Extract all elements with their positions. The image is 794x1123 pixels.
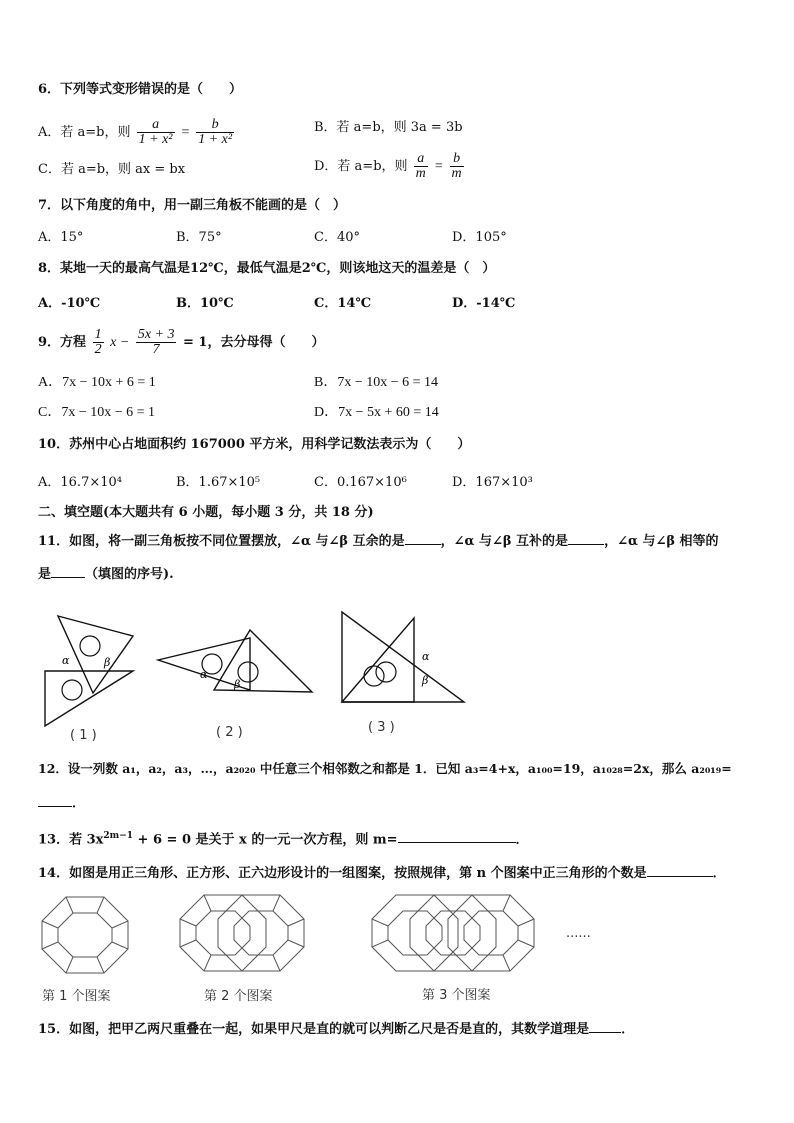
q6-option-c: C．若 a=b，则 ax = bx [38,162,186,177]
q14-pattern-2 [178,893,308,973]
q9-stem: 9．方程 $\frac{1}{2}$ x − $\frac{5x + 3}{7}$ = 1，去分母得（ ） [38,327,325,357]
q9-frac2: $\frac{5x + 3}{7}$ [137,327,175,357]
q9-frac1: $\frac{1}{2}$ [94,327,102,357]
q7-stem: 7．以下角度的角中，用一副三角板不能画的是（ ） [38,198,347,213]
q10-option-c: C．0.167×10⁶ [314,475,407,490]
q6-d-label: D．若 a=b，则 [314,159,408,174]
q14-pattern-3 [370,893,560,973]
q6-option-a: A．若 a=b，则 $\frac{a}{\text{1 + x²}}$ = $\frac{b}{\text{1 + x²}}$ [38,117,233,147]
q8-option-a: A．-10℃ [38,296,101,311]
q6-d-frac1: $\frac{a}{m}$ [415,151,426,181]
q10-option-d: D．167×10³ [452,475,533,490]
q8-option-d: D．-14℃ [452,296,516,311]
q11-figure-1 [38,608,138,728]
q12-line1: 12．设一列数 a₁，a₂，a₃，…，a₂₀₂₀ 中任意三个相邻数之和都是 1．已知 a₃=4+x，a₁₀₀=19，a₁₀₂₈=2x，那么 a₂₀₁₉= [38,761,732,776]
q14-caption-2: 第 2 个图案 [204,989,273,1004]
q11-line2: 是 （填图的序号). [38,563,174,585]
q11-line1: 11．如图，将一副三角板按不同位置摆放，∠α 与∠β 互余的是 ，∠α 与∠β 互补的是 ，∠α 与∠β 相等的 [38,530,719,552]
svg-text:β: β [234,678,241,691]
q9-option-d: D．7x − 5x + 60 = 14 [314,405,439,420]
q12-line2: ． [38,792,85,814]
q11-figure-1-caption: ( 1 ) [70,728,97,743]
q7-option-d: D．105° [452,230,507,245]
q13-stem: 13．若 $3x^{2m-1} + 6 = 0$ 是关于 x 的一元一次方程，则 m= ． [38,826,529,850]
q14-stem: 14．如图是用正三角形、正方形、正六边形设计的一组图案，按照规律，第 n 个图案中正三角形的个数是 ． [38,862,726,884]
q6-option-d: D．若 a=b，则 $\frac{a}{m}$ = $\frac{b}{m}$ [314,151,462,181]
q7-option-a: A．15° [38,230,84,245]
q6-a-label: A．若 a=b，则 [38,125,131,140]
q6-stem: 6．下列等式变形错误的是（ ） [38,82,243,97]
q9-option-b: B．7x − 10x − 6 = 14 [314,375,439,390]
q10-option-b: B．1.67×10⁵ [176,475,261,490]
q6-a-frac1: $\frac{a}{\text{1 + x²}}$ [138,117,173,147]
q11-figure-3-caption: ( 3 ) [368,720,395,735]
svg-text:β: β [104,656,111,669]
q10-option-a: A．16.7×10⁴ [38,475,122,490]
q7-option-b: B．75° [176,230,222,245]
q9-option-c: C．7x − 10x − 6 = 1 [38,405,156,420]
q6-d-frac2: $\frac{b}{m}$ [451,151,462,181]
q9-option-a: A．7x − 10x + 6 = 1 [38,375,156,390]
q11-figure-2 [154,608,314,708]
q6-option-b: B．若 a=b，则 3a = 3b [314,120,463,135]
section-2-heading: 二、填空题(本大题共有 6 小题，每小题 3 分，共 18 分) [38,505,374,520]
q6-a-frac2: $\frac{b}{\text{1 + x²}}$ [198,117,233,147]
q10-stem: 10．苏州中心占地面积约 167000 平方米，用科学记数法表示为（ ） [38,437,471,452]
q15-stem: 15．如图，把甲乙两尺重叠在一起，如果甲尺是直的就可以判断乙尺是否是直的，其数学道理是 ． [38,1018,634,1040]
q11-figure-3 [336,608,476,708]
svg-text:α: α [62,654,70,667]
q14-caption-1: 第 1 个图案 [42,989,111,1004]
q14-pattern-dots: ...... [566,926,591,941]
q8-option-c: C．14℃ [314,296,372,311]
svg-text:β: β [422,674,429,687]
q14-pattern-1 [40,895,130,975]
q11-figure-2-caption: ( 2 ) [216,725,243,740]
q7-option-c: C．40° [314,230,360,245]
q8-option-b: B．10℃ [176,296,234,311]
svg-text:α: α [422,650,430,663]
q14-caption-3: 第 3 个图案 [422,988,491,1003]
q8-stem: 8．某地一天的最高气温是12℃，最低气温是2℃，则该地这天的温差是（ ） [38,261,496,276]
svg-text:α: α [200,668,208,681]
